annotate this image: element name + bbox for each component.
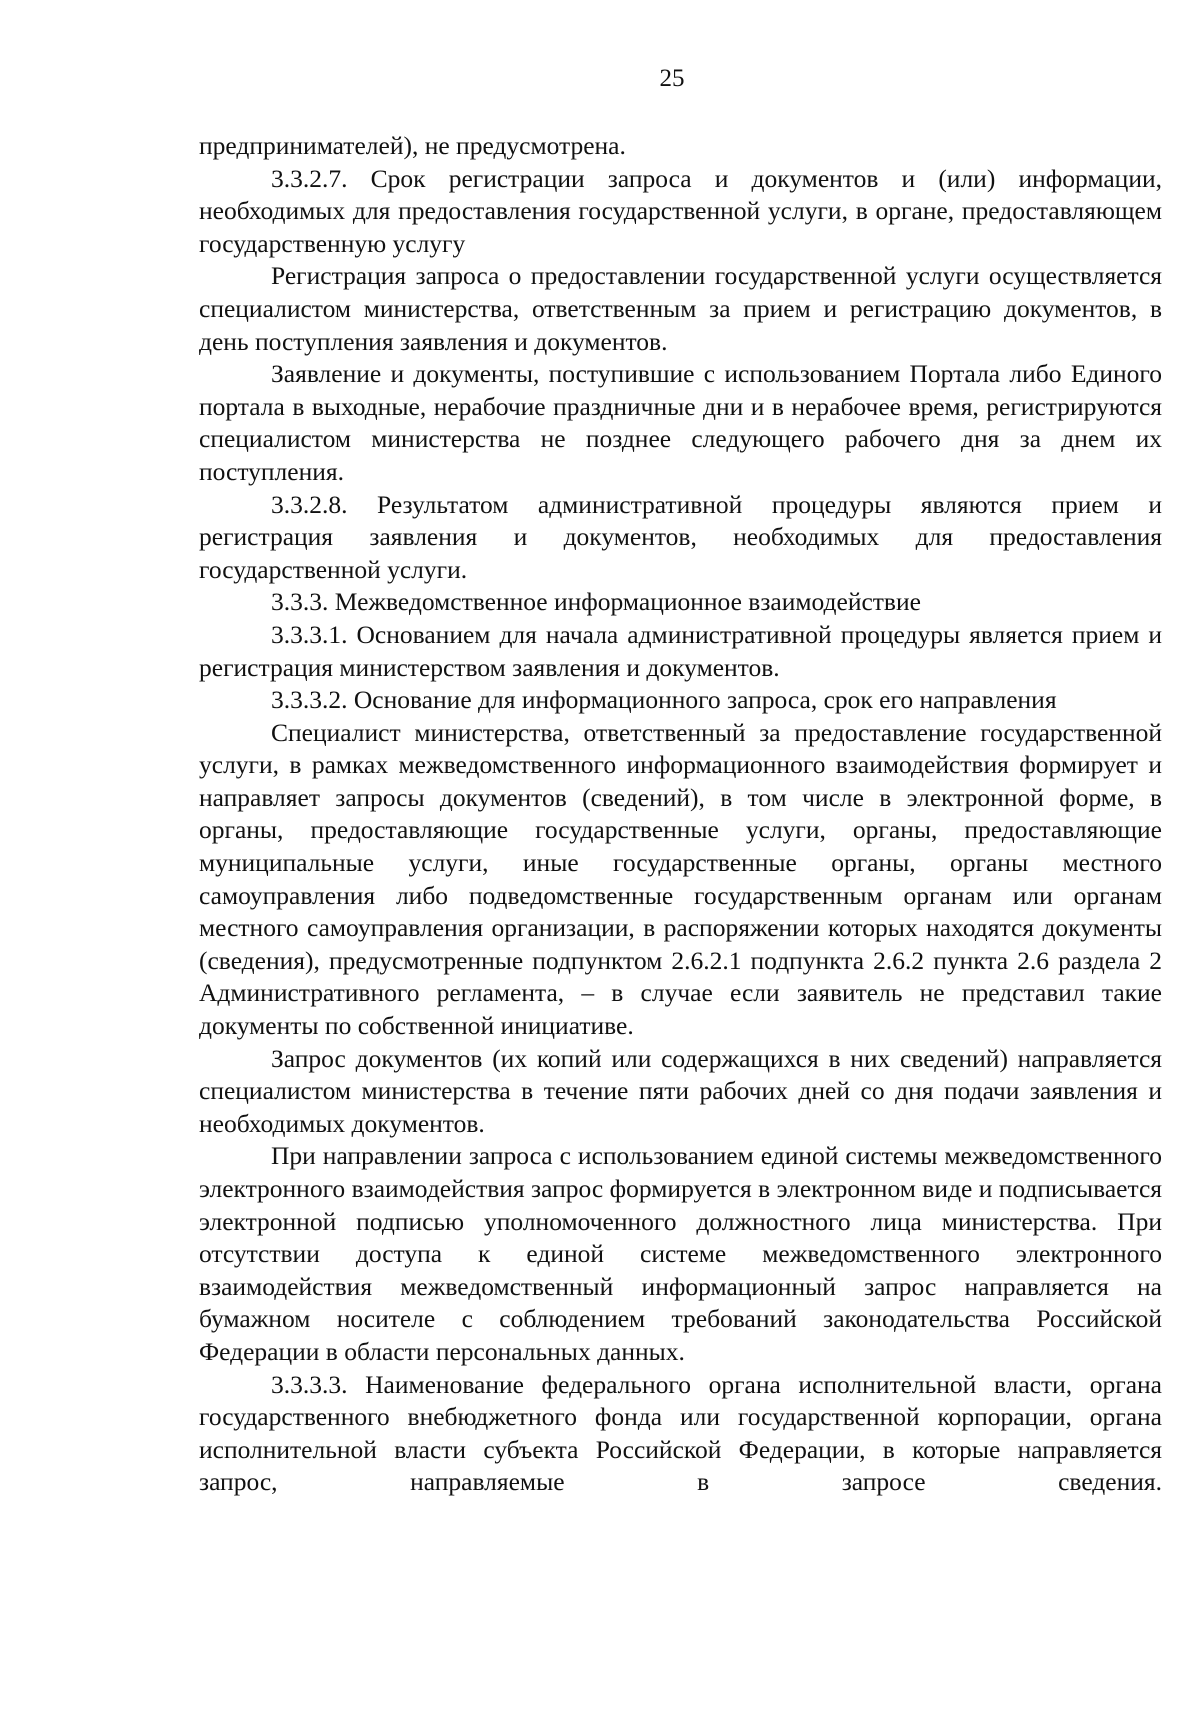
paragraph-3-3-2-8: 3.3.2.8. Результатом административной процедуры являются прием и регистрация заявления и документов, необходимых для предоставления государственной услуги. xyxy=(199,489,1162,584)
paragraph-3-3-3-3-heading: 3.3.3.3. Наименование федерального органа исполнительной власти, органа государственного внебюджетного фонда или государственной корпорации, органа исполнительной власти субъекта Российской Федерации, в которые направляется запрос, направляемые в запросе сведения. xyxy=(199,1369,1162,1497)
document-body xyxy=(199,130,1162,1499)
paragraph-3-3-2-7-heading: 3.3.2.7. Срок регистрации запроса и документов и (или) информации, необходимых для предоставления государственной услуги, в органе, предоставляющем государственную услугу xyxy=(199,163,1162,258)
paragraph-request-deadline: Запрос документов (их копий или содержащихся в них сведений) направляется специалистом министерства в течение пяти рабочих дней со дня подачи заявления и необходимых документов. xyxy=(199,1043,1162,1138)
paragraph-continuation: предпринимателей), не предусмотрена. xyxy=(199,131,626,160)
paragraph-registration: Регистрация запроса о предоставлении государственной услуги осуществляется специалистом министерства, ответственным за прием и регистрацию документов, в день поступления заявления и документов. xyxy=(199,261,1162,356)
paragraph-3-3-3-2-heading: 3.3.3.2. Основание для информационного запроса, срок его направления xyxy=(271,685,1057,715)
page-number: 25 xyxy=(659,65,685,92)
paragraph-electronic-interaction: При направлении запроса с использованием единой системы межведомственного электронного взаимодействия запрос формируется в электронном виде и подписывается электронной подписью уполномоченного должностного лица министерства. При отсутствии доступа к единой системе межведомственного электронного взаимодействия межведомственный информационный запрос направляется на бумажном носителе с соблюдением требований законодательства Российской Федерации в области персональных данных. xyxy=(199,1141,1162,1366)
paragraph-portal-application: Заявление и документы, поступившие с использованием Портала либо Единого портала в выходные, нерабочие праздничные дни и в нерабочее время, регистрируются специалистом министерства не позднее следующего рабочего дня за днем их поступления. xyxy=(199,359,1162,486)
paragraph-specialist-requests: Специалист министерства, ответственный за предоставление государственной услуги, в рамках межведомственного информационного взаимодействия формирует и направляет запросы документов (сведений), в том числе в электронной форме, в органы, предоставляющие государственные услуги, органы, предоставляющие муниципальные услуги, иные государственные органы, органы местного самоуправления либо подведомственные государственным органам или органам местного самоуправления организации, в распоряжении которых находятся документы (сведения), предусмотренные подпунктом 2.6.2.1 подпункта 2.6.2 пункта 2.6 раздела 2 Административного регламента, – в случае если заявитель не представил такие документы по собственной инициативе. xyxy=(199,717,1162,1041)
paragraph-3-3-3-heading: 3.3.3. Межведомственное информационное взаимодействие xyxy=(271,587,921,617)
paragraph-3-3-3-1: 3.3.3.1. Основанием для начала административной процедуры является прием и регистрация министерством заявления и документов. xyxy=(199,619,1162,682)
